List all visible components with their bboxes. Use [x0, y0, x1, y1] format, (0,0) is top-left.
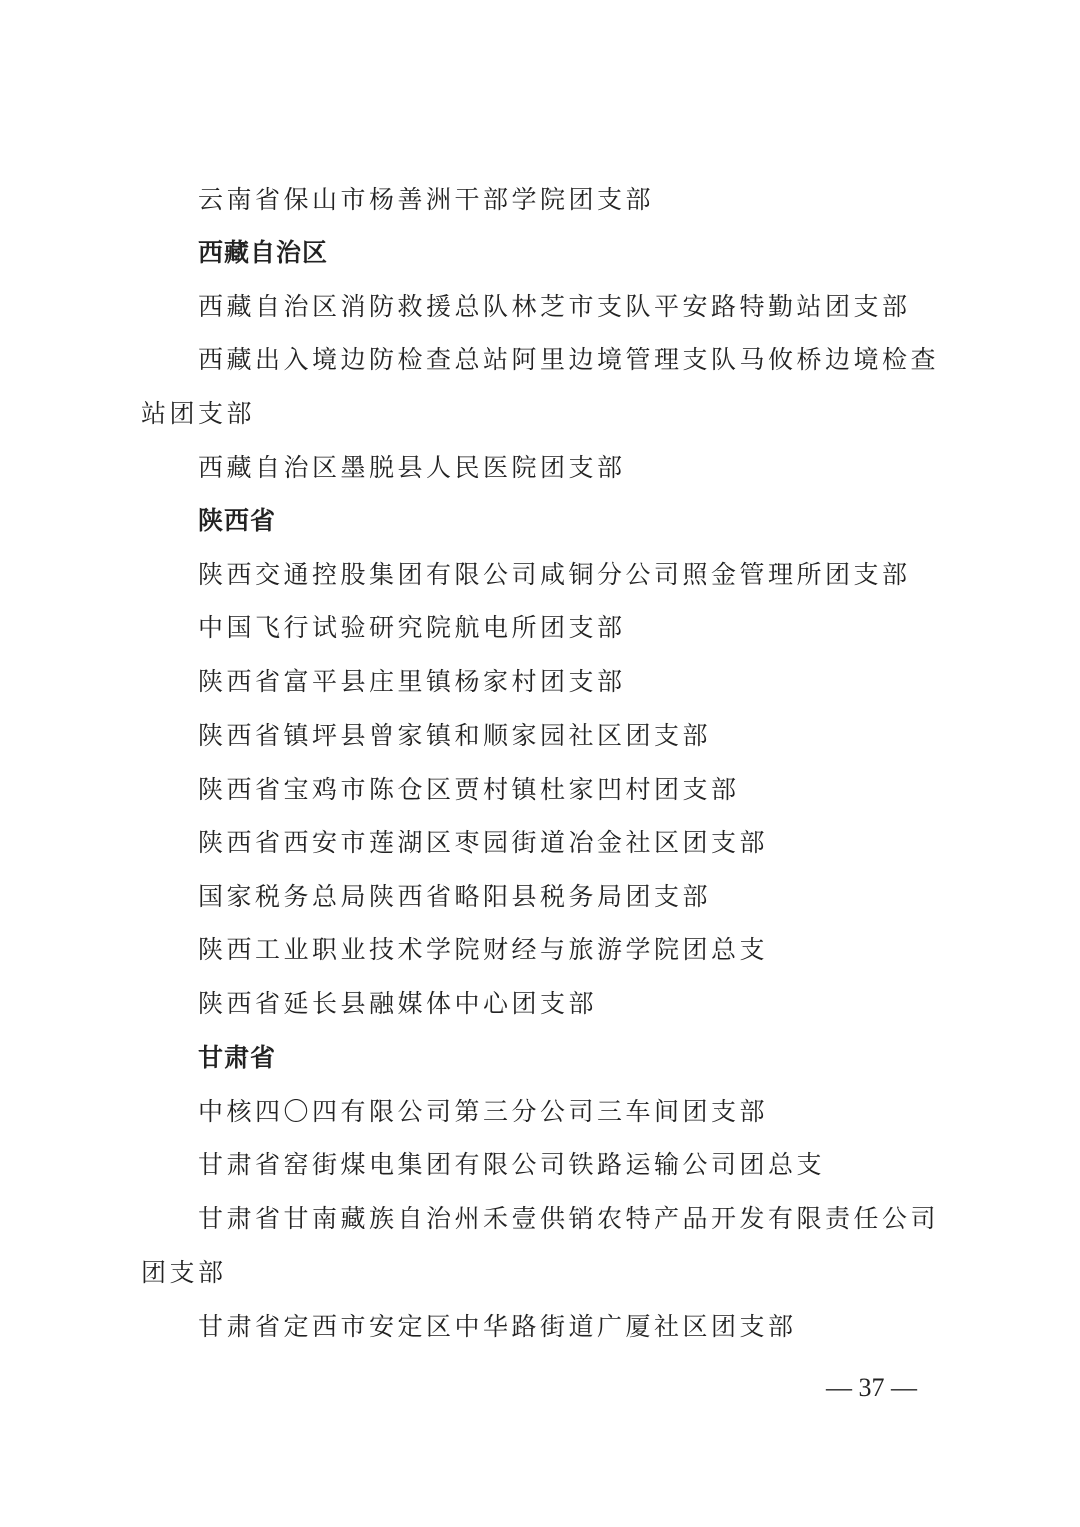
page-number: — 37 — [826, 1373, 917, 1402]
section-heading-xizang: 西藏自治区 [198, 238, 329, 267]
section-heading-gansu: 甘肃省 [198, 1043, 277, 1072]
list-item: 西藏自治区消防救援总队林芝市支队平安路特勤站团支部 [198, 292, 911, 321]
list-item: 陕西省延长县融媒体中心团支部 [198, 989, 598, 1018]
list-item: 西藏出入境边防检查总站阿里边境管理支队马攸桥边境检查 [198, 345, 940, 374]
list-item: 甘肃省甘南藏族自治州禾壹供销农特产品开发有限责任公司 [198, 1204, 940, 1233]
list-item: 陕西省宝鸡市陈仓区贾村镇杜家凹村团支部 [198, 775, 740, 804]
list-item: 中核四〇四有限公司第三分公司三车间团支部 [198, 1097, 769, 1126]
list-item-continuation: 团支部 [141, 1258, 227, 1287]
list-item: 国家税务总局陕西省略阳县税务局团支部 [198, 882, 712, 911]
list-item: 西藏自治区墨脱县人民医院团支部 [198, 453, 626, 482]
section-heading-shaanxi: 陕西省 [198, 506, 277, 535]
list-item: 陕西省镇坪县曾家镇和顺家园社区团支部 [198, 721, 712, 750]
list-item: 陕西省西安市莲湖区枣园街道冶金社区团支部 [198, 828, 769, 857]
list-item-continuation: 站团支部 [141, 399, 256, 428]
list-item: 陕西工业职业技术学院财经与旅游学院团总支 [198, 935, 769, 964]
list-item: 中国飞行试验研究院航电所团支部 [198, 613, 626, 642]
list-item: 陕西省富平县庄里镇杨家村团支部 [198, 667, 626, 696]
list-item: 陕西交通控股集团有限公司咸铜分公司照金管理所团支部 [198, 560, 911, 589]
list-item: 甘肃省窑街煤电集团有限公司铁路运输公司团总支 [198, 1150, 826, 1179]
list-item: 云南省保山市杨善洲干部学院团支部 [198, 185, 655, 214]
list-item: 甘肃省定西市安定区中华路街道广厦社区团支部 [198, 1312, 797, 1341]
